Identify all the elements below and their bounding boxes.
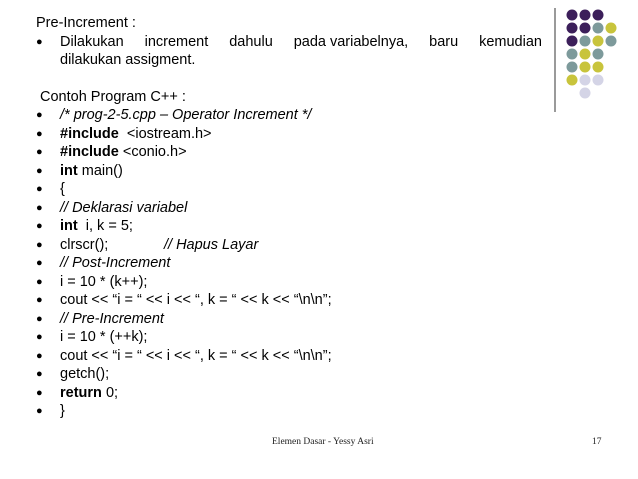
dot bbox=[606, 36, 617, 47]
code-line: ● i = 10 * (++k); bbox=[36, 328, 546, 347]
dot bbox=[606, 23, 617, 34]
code-line: ● /* prog-2-5.cpp – Operator Increment */ bbox=[36, 106, 546, 125]
slide-body bbox=[36, 14, 546, 421]
intro-continuation: dilakukan assigment. bbox=[60, 52, 196, 68]
intro-bullet: ● Dilakukan increment dahulu pada variabelnya, baru kemudian bbox=[36, 33, 546, 52]
dot bbox=[567, 10, 578, 21]
dot bbox=[593, 23, 604, 34]
dot bbox=[580, 36, 591, 47]
example-heading: Contoh Program C++ : bbox=[40, 88, 186, 105]
code-line: ● } bbox=[36, 402, 546, 421]
dot bbox=[580, 75, 591, 86]
dot bbox=[567, 36, 578, 47]
code-line: ● #include <iostream.h> bbox=[36, 125, 546, 144]
dot bbox=[567, 62, 578, 73]
code-line: ● { bbox=[36, 180, 546, 199]
decorative-dot-grid bbox=[565, 8, 637, 108]
dot bbox=[580, 10, 591, 21]
slide-title: Pre-Increment : bbox=[36, 15, 136, 31]
footer-label: Elemen Dasar - Yessy Asri bbox=[272, 437, 374, 447]
dot bbox=[567, 23, 578, 34]
code-line: ● i = 10 * (k++); bbox=[36, 273, 546, 292]
dot bbox=[580, 62, 591, 73]
dot bbox=[580, 49, 591, 60]
dot bbox=[593, 49, 604, 60]
code-line: ● // Deklarasi variabel bbox=[36, 199, 546, 218]
code-line: ● cout << “i = “ << i << “, k = “ << k << “\n\n”; bbox=[36, 347, 546, 366]
code-line: ● // Pre-Increment bbox=[36, 310, 546, 329]
code-line: ● int i, k = 5; bbox=[36, 217, 546, 236]
code-line: ● int main() bbox=[36, 162, 546, 181]
code-line: ● #include <conio.h> bbox=[36, 143, 546, 162]
code-line: ● return 0; bbox=[36, 384, 546, 403]
dot bbox=[593, 75, 604, 86]
dot bbox=[593, 10, 604, 21]
code-line: ● clrscr(); // Hapus Layar bbox=[36, 236, 546, 255]
dot bbox=[567, 49, 578, 60]
dot bbox=[593, 62, 604, 73]
dot bbox=[580, 88, 591, 99]
code-line: ● cout << “i = “ << i << “, k = “ << k << “\n\n”; bbox=[36, 291, 546, 310]
code-line: ● getch(); bbox=[36, 365, 546, 384]
dot bbox=[580, 23, 591, 34]
dot bbox=[567, 75, 578, 86]
page-number: 17 bbox=[592, 437, 602, 447]
dot bbox=[593, 36, 604, 47]
code-line: ● // Post-Increment bbox=[36, 254, 546, 273]
decorative-divider bbox=[554, 8, 556, 112]
